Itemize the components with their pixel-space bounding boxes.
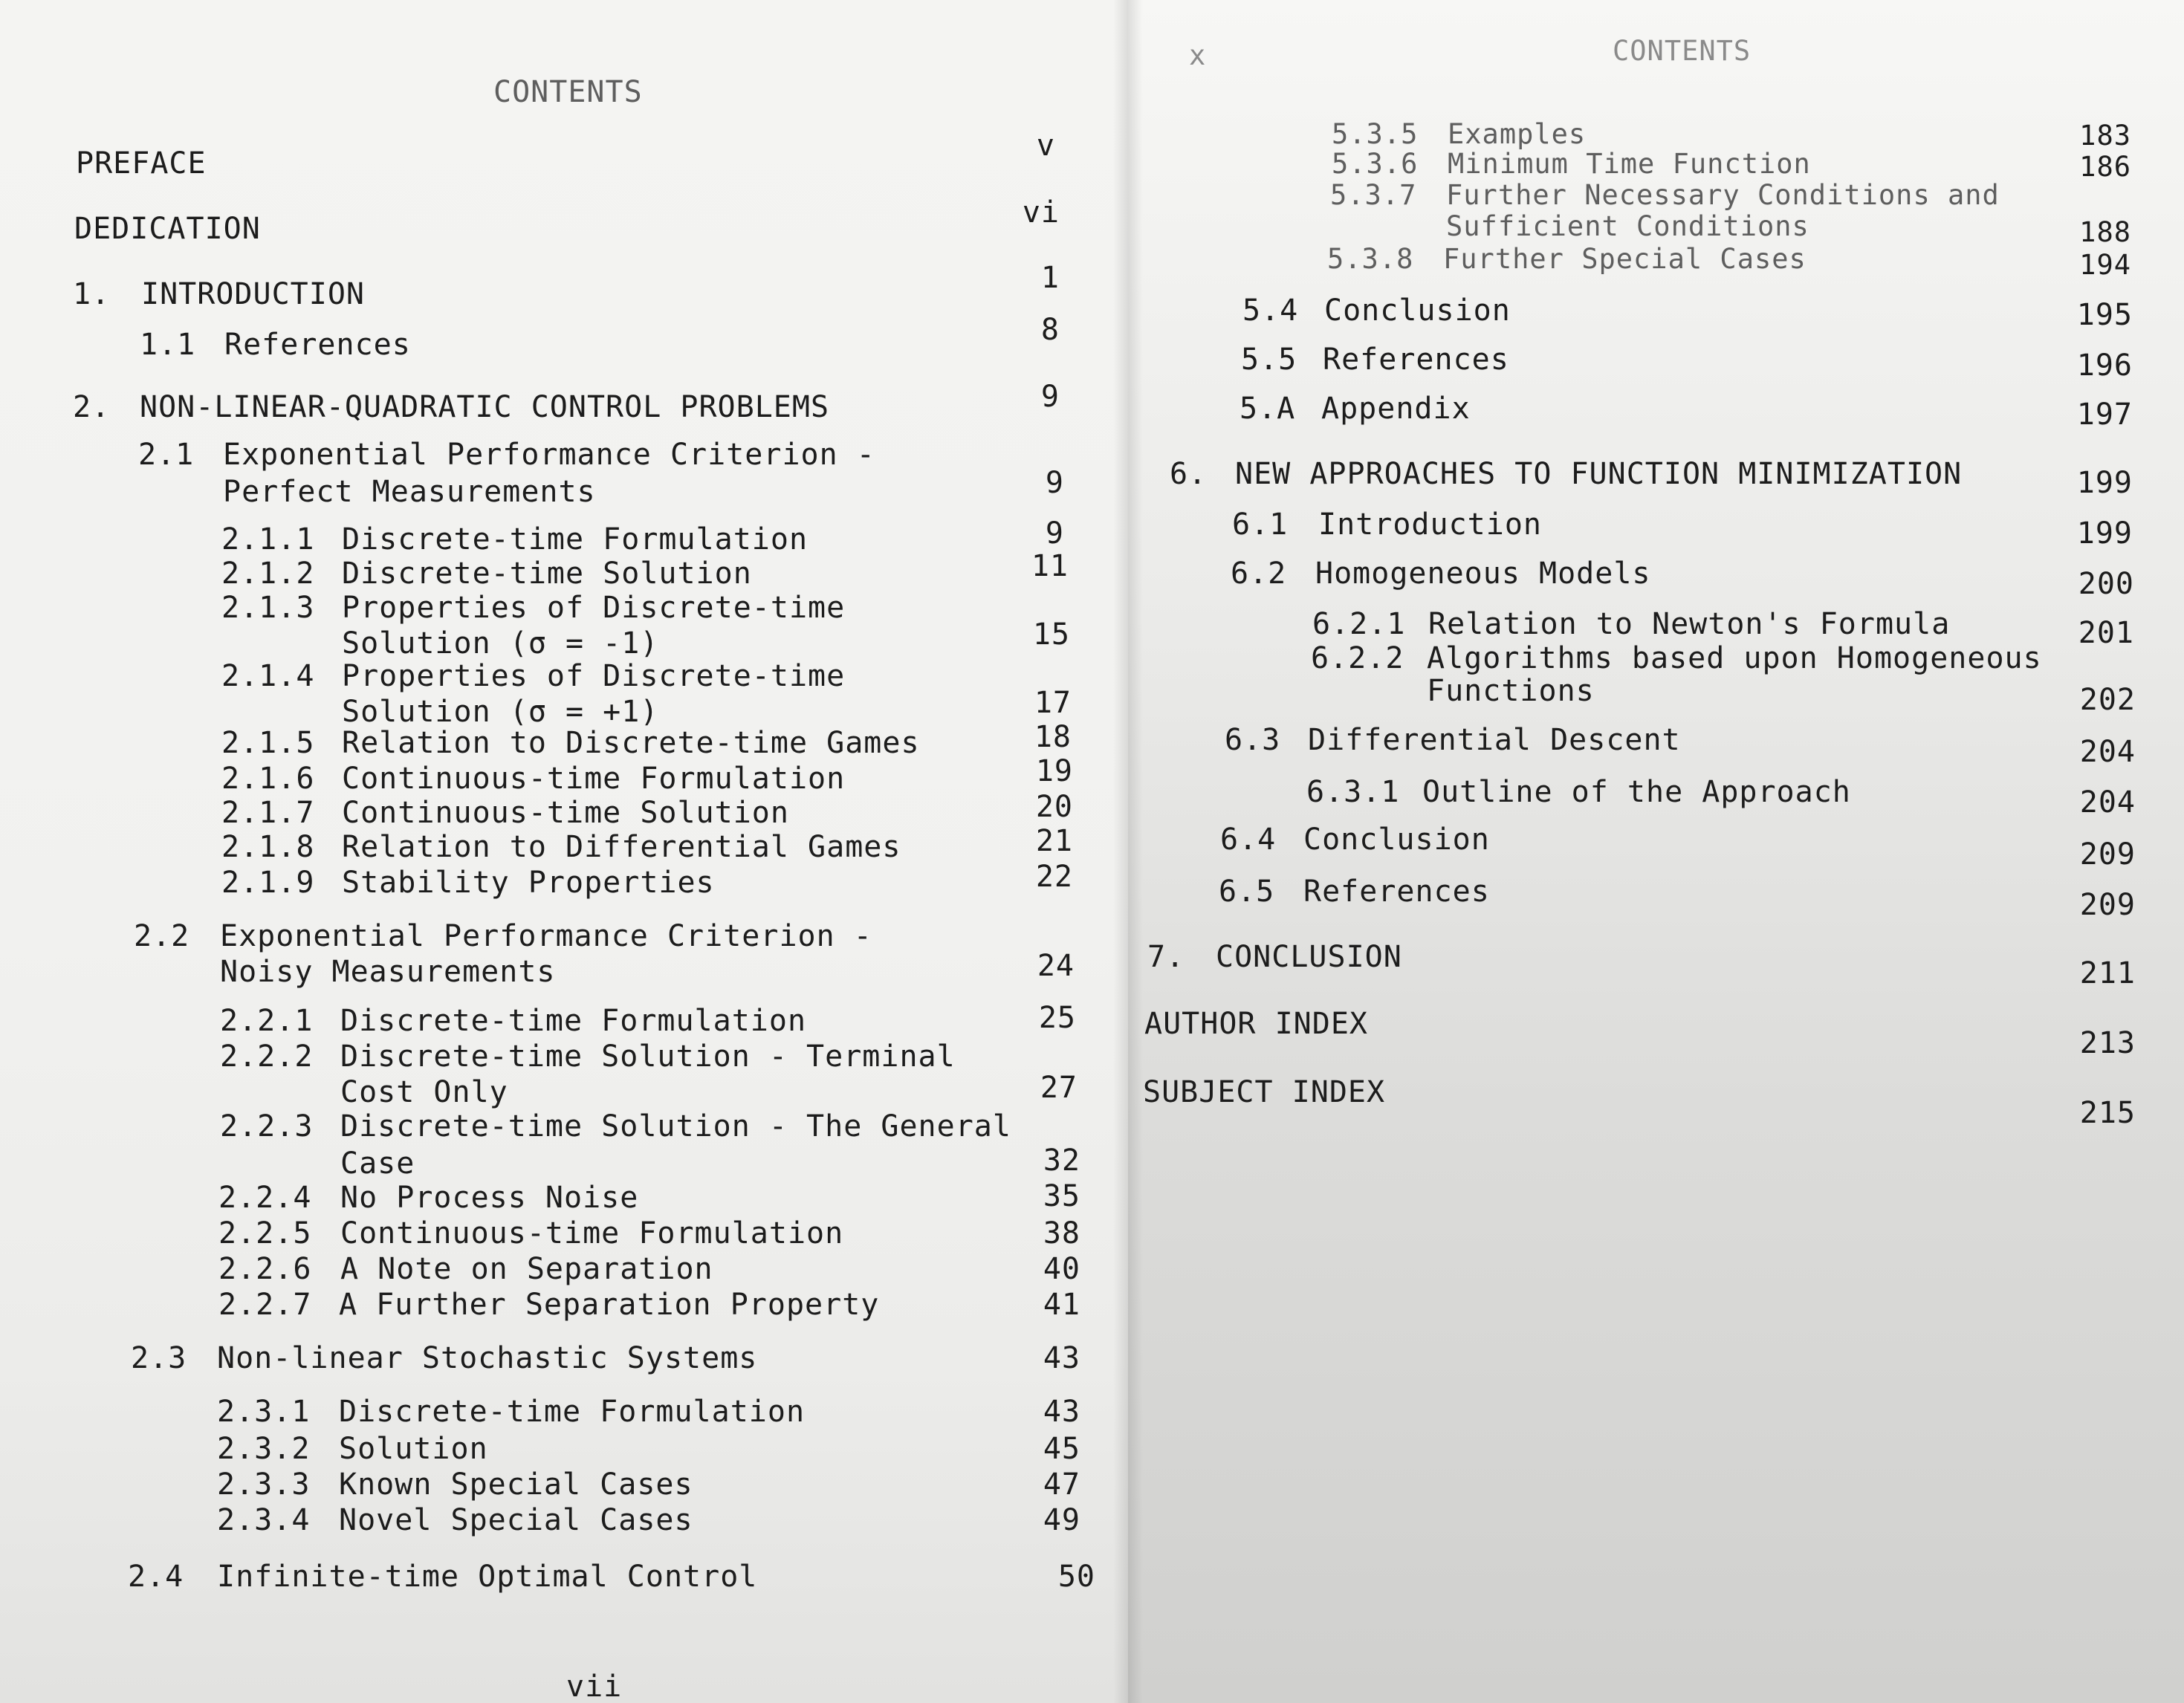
- entry-page: v: [1036, 129, 1055, 163]
- entry-page: 25: [1038, 1001, 1076, 1035]
- entry-title: SUBJECT INDEX: [1143, 1075, 1386, 1109]
- entry-number: 6.2.1: [1312, 607, 1406, 641]
- entry-number: 2.1.3: [221, 591, 315, 625]
- entry-title-continued: Noisy Measurements: [220, 955, 556, 989]
- entry-title: Appendix: [1321, 392, 1471, 426]
- entry-title: Conclusion: [1324, 293, 1511, 328]
- entry-page: 209: [2079, 837, 2136, 872]
- entry-title: Outline of the Approach: [1422, 775, 1851, 809]
- entry-page: 9: [1040, 380, 1060, 414]
- entry-title: Discrete-time Solution: [342, 557, 752, 591]
- entry-title: NEW APPROACHES TO FUNCTION MINIMIZATION: [1235, 457, 1963, 491]
- entry-page: 197: [2076, 398, 2133, 432]
- entry-title-continued: Solution (σ = +1): [342, 695, 659, 729]
- entry-title: CONCLUSION: [1216, 940, 1402, 974]
- entry-page: 24: [1037, 949, 1075, 983]
- entry-title: Further Necessary Conditions and: [1446, 179, 2000, 211]
- entry-title: Discrete-time Formulation: [340, 1004, 807, 1038]
- entry-number: 5.4: [1242, 293, 1299, 328]
- entry-title: Homogeneous Models: [1315, 557, 1651, 591]
- entry-title: PREFACE: [76, 146, 207, 181]
- entry-title: Discrete-time Solution - Terminal: [340, 1039, 956, 1074]
- entry-title: Further Special Cases: [1443, 243, 1807, 275]
- entry-title: AUTHOR INDEX: [1144, 1007, 1368, 1041]
- entry-number: 2.3: [131, 1341, 187, 1375]
- entry-page: 8: [1040, 313, 1060, 347]
- entry-title: References: [1323, 343, 1509, 377]
- entry-number: 2.1.5: [221, 726, 315, 760]
- entry-title: Exponential Performance Criterion -: [223, 438, 875, 472]
- entry-number: 2.2.4: [218, 1181, 312, 1215]
- entry-page: 43: [1043, 1341, 1080, 1375]
- entry-number: 6.2.2: [1311, 641, 1404, 675]
- entry-page: 11: [1031, 549, 1069, 583]
- entry-page: 183: [2079, 120, 2131, 152]
- entry-page: 43: [1043, 1395, 1080, 1429]
- entry-page: 202: [2079, 683, 2136, 717]
- entry-page: 188: [2079, 216, 2131, 248]
- entry-title: Exponential Performance Criterion -: [220, 919, 872, 953]
- entry-number: 2.2: [134, 919, 190, 953]
- entry-page: 17: [1034, 686, 1072, 720]
- entry-page: 22: [1035, 860, 1073, 894]
- entry-number: 2.1.4: [221, 659, 315, 693]
- entry-page: 204: [2079, 735, 2136, 769]
- entry-title: Novel Special Cases: [339, 1503, 693, 1537]
- entry-title-continued: Functions: [1427, 674, 1595, 708]
- entry-number: 2.3.4: [217, 1503, 311, 1537]
- entry-number: 2.2.5: [218, 1216, 312, 1251]
- entry-title: INTRODUCTION: [141, 277, 365, 311]
- entry-page: 199: [2076, 516, 2133, 551]
- page-gutter-shadow: [1113, 0, 1143, 1703]
- entry-number: 5.A: [1240, 392, 1296, 426]
- entry-number: 5.3.6: [1332, 148, 1419, 180]
- entry-page: 45: [1043, 1432, 1080, 1466]
- entry-number: 2.2.7: [218, 1288, 312, 1322]
- entry-page: 201: [2078, 616, 2134, 650]
- entry-number: 2.2.6: [218, 1252, 312, 1286]
- entry-number: 2.1.8: [221, 830, 315, 864]
- entry-page: 50: [1057, 1560, 1095, 1594]
- entry-title: Continuous-time Formulation: [342, 762, 846, 796]
- entry-title: A Note on Separation: [340, 1252, 713, 1286]
- entry-number: 2.2.1: [220, 1004, 314, 1038]
- entry-number: 2.1.9: [221, 866, 315, 900]
- entry-page: 195: [2076, 298, 2133, 332]
- entry-number: 1.: [73, 277, 111, 311]
- entry-number: 6.5: [1219, 875, 1275, 909]
- entry-number: 2.3.1: [217, 1395, 311, 1429]
- entry-page: 49: [1043, 1503, 1080, 1537]
- entry-title: A Further Separation Property: [339, 1288, 880, 1322]
- entry-number: 2.2.2: [220, 1039, 314, 1074]
- entry-title-continued: Perfect Measurements: [223, 475, 596, 509]
- entry-page: 204: [2079, 785, 2136, 820]
- entry-page: 1: [1040, 261, 1060, 295]
- entry-title: Minimum Time Function: [1448, 148, 1811, 180]
- entry-title: Relation to Discrete-time Games: [342, 726, 920, 760]
- entry-page: 47: [1043, 1467, 1080, 1502]
- entry-number: 1.1: [140, 328, 196, 362]
- entry-page: 27: [1040, 1071, 1078, 1105]
- entry-title: DEDICATION: [74, 212, 261, 246]
- entry-number: 2.1: [138, 438, 195, 472]
- entry-page: 9: [1045, 516, 1064, 551]
- entry-number: 6.3: [1225, 723, 1281, 757]
- entry-title: Solution: [339, 1432, 488, 1466]
- entry-number: 2.2.3: [220, 1109, 314, 1144]
- entry-number: 2.: [73, 390, 111, 424]
- entry-page: 186: [2079, 151, 2131, 183]
- entry-title: Algorithms based upon Homogeneous: [1427, 641, 2042, 675]
- entry-title: Non-linear Stochastic Systems: [217, 1341, 758, 1375]
- entry-page: 15: [1032, 617, 1070, 652]
- entry-page: 9: [1045, 466, 1064, 500]
- entry-page: 199: [2076, 466, 2133, 500]
- entry-title-continued: Solution (σ = -1): [342, 626, 659, 661]
- entry-title: Discrete-time Formulation: [339, 1395, 806, 1429]
- entry-page: 200: [2078, 567, 2134, 601]
- entry-title: Discrete-time Solution - The General: [340, 1109, 1011, 1144]
- header-page-number: x: [1189, 39, 1207, 71]
- entry-page: 38: [1043, 1216, 1080, 1251]
- page-heading: CONTENTS: [493, 75, 643, 109]
- entry-page: 213: [2079, 1026, 2136, 1060]
- entry-title-continued: Sufficient Conditions: [1446, 210, 1809, 242]
- entry-number: 2.1.2: [221, 557, 315, 591]
- right-page: [1128, 0, 2184, 1703]
- entry-page: 20: [1035, 790, 1073, 824]
- footer-page-number: vii: [566, 1670, 623, 1703]
- entry-number: 6.4: [1220, 823, 1277, 857]
- entry-number: 6.3.1: [1306, 775, 1400, 809]
- entry-number: 5.3.8: [1327, 243, 1414, 275]
- entry-title: Continuous-time Formulation: [340, 1216, 844, 1251]
- entry-title: References: [1303, 875, 1490, 909]
- entry-title: Continuous-time Solution: [342, 796, 789, 830]
- entry-page: 209: [2079, 888, 2136, 922]
- entry-number: 6.: [1170, 457, 1208, 491]
- entry-title: Conclusion: [1303, 823, 1490, 857]
- entry-number: 2.3.3: [217, 1467, 311, 1502]
- entry-page: 18: [1034, 720, 1072, 754]
- entry-title: Stability Properties: [342, 866, 715, 900]
- entry-page: 19: [1035, 754, 1073, 788]
- entry-title: Examples: [1448, 118, 1587, 150]
- entry-number: 2.1.7: [221, 796, 315, 830]
- entry-title: Known Special Cases: [339, 1467, 693, 1502]
- entry-title: Introduction: [1318, 507, 1542, 542]
- entry-title: Relation to Differential Games: [342, 830, 901, 864]
- entry-number: 2.1.6: [221, 762, 315, 796]
- page-heading: CONTENTS: [1613, 35, 1752, 67]
- entry-title: Relation to Newton's Formula: [1428, 607, 1951, 641]
- entry-number: 6.1: [1232, 507, 1289, 542]
- entry-page: vi: [1022, 195, 1060, 230]
- entry-page: 196: [2076, 348, 2133, 383]
- entry-number: 5.3.7: [1330, 179, 1417, 211]
- entry-page: 41: [1043, 1288, 1080, 1322]
- entry-title: Properties of Discrete-time: [342, 659, 846, 693]
- entry-title-continued: Case: [340, 1146, 415, 1181]
- entry-page: 194: [2079, 249, 2131, 281]
- entry-title: Infinite-time Optimal Control: [217, 1560, 758, 1594]
- entry-number: 2.4: [128, 1560, 184, 1594]
- entry-number: 5.3.5: [1332, 118, 1419, 150]
- entry-page: 21: [1035, 824, 1073, 858]
- entry-page: 215: [2079, 1096, 2136, 1130]
- entry-number: 6.2: [1231, 557, 1287, 591]
- entry-title: Differential Descent: [1308, 723, 1681, 757]
- entry-title-continued: Cost Only: [340, 1075, 508, 1109]
- entry-number: 2.1.1: [221, 522, 315, 557]
- entry-number: 7.: [1147, 940, 1185, 974]
- entry-page: 40: [1043, 1252, 1080, 1286]
- entry-title: Discrete-time Formulation: [342, 522, 809, 557]
- entry-title: References: [224, 328, 411, 362]
- entry-page: 32: [1043, 1144, 1080, 1178]
- entry-title: Properties of Discrete-time: [342, 591, 846, 625]
- entry-title: No Process Noise: [340, 1181, 639, 1215]
- entry-number: 2.3.2: [217, 1432, 311, 1466]
- entry-page: 35: [1043, 1179, 1080, 1213]
- entry-page: 211: [2079, 956, 2136, 990]
- entry-number: 5.5: [1241, 343, 1297, 377]
- entry-title: NON-LINEAR-QUADRATIC CONTROL PROBLEMS: [140, 390, 830, 424]
